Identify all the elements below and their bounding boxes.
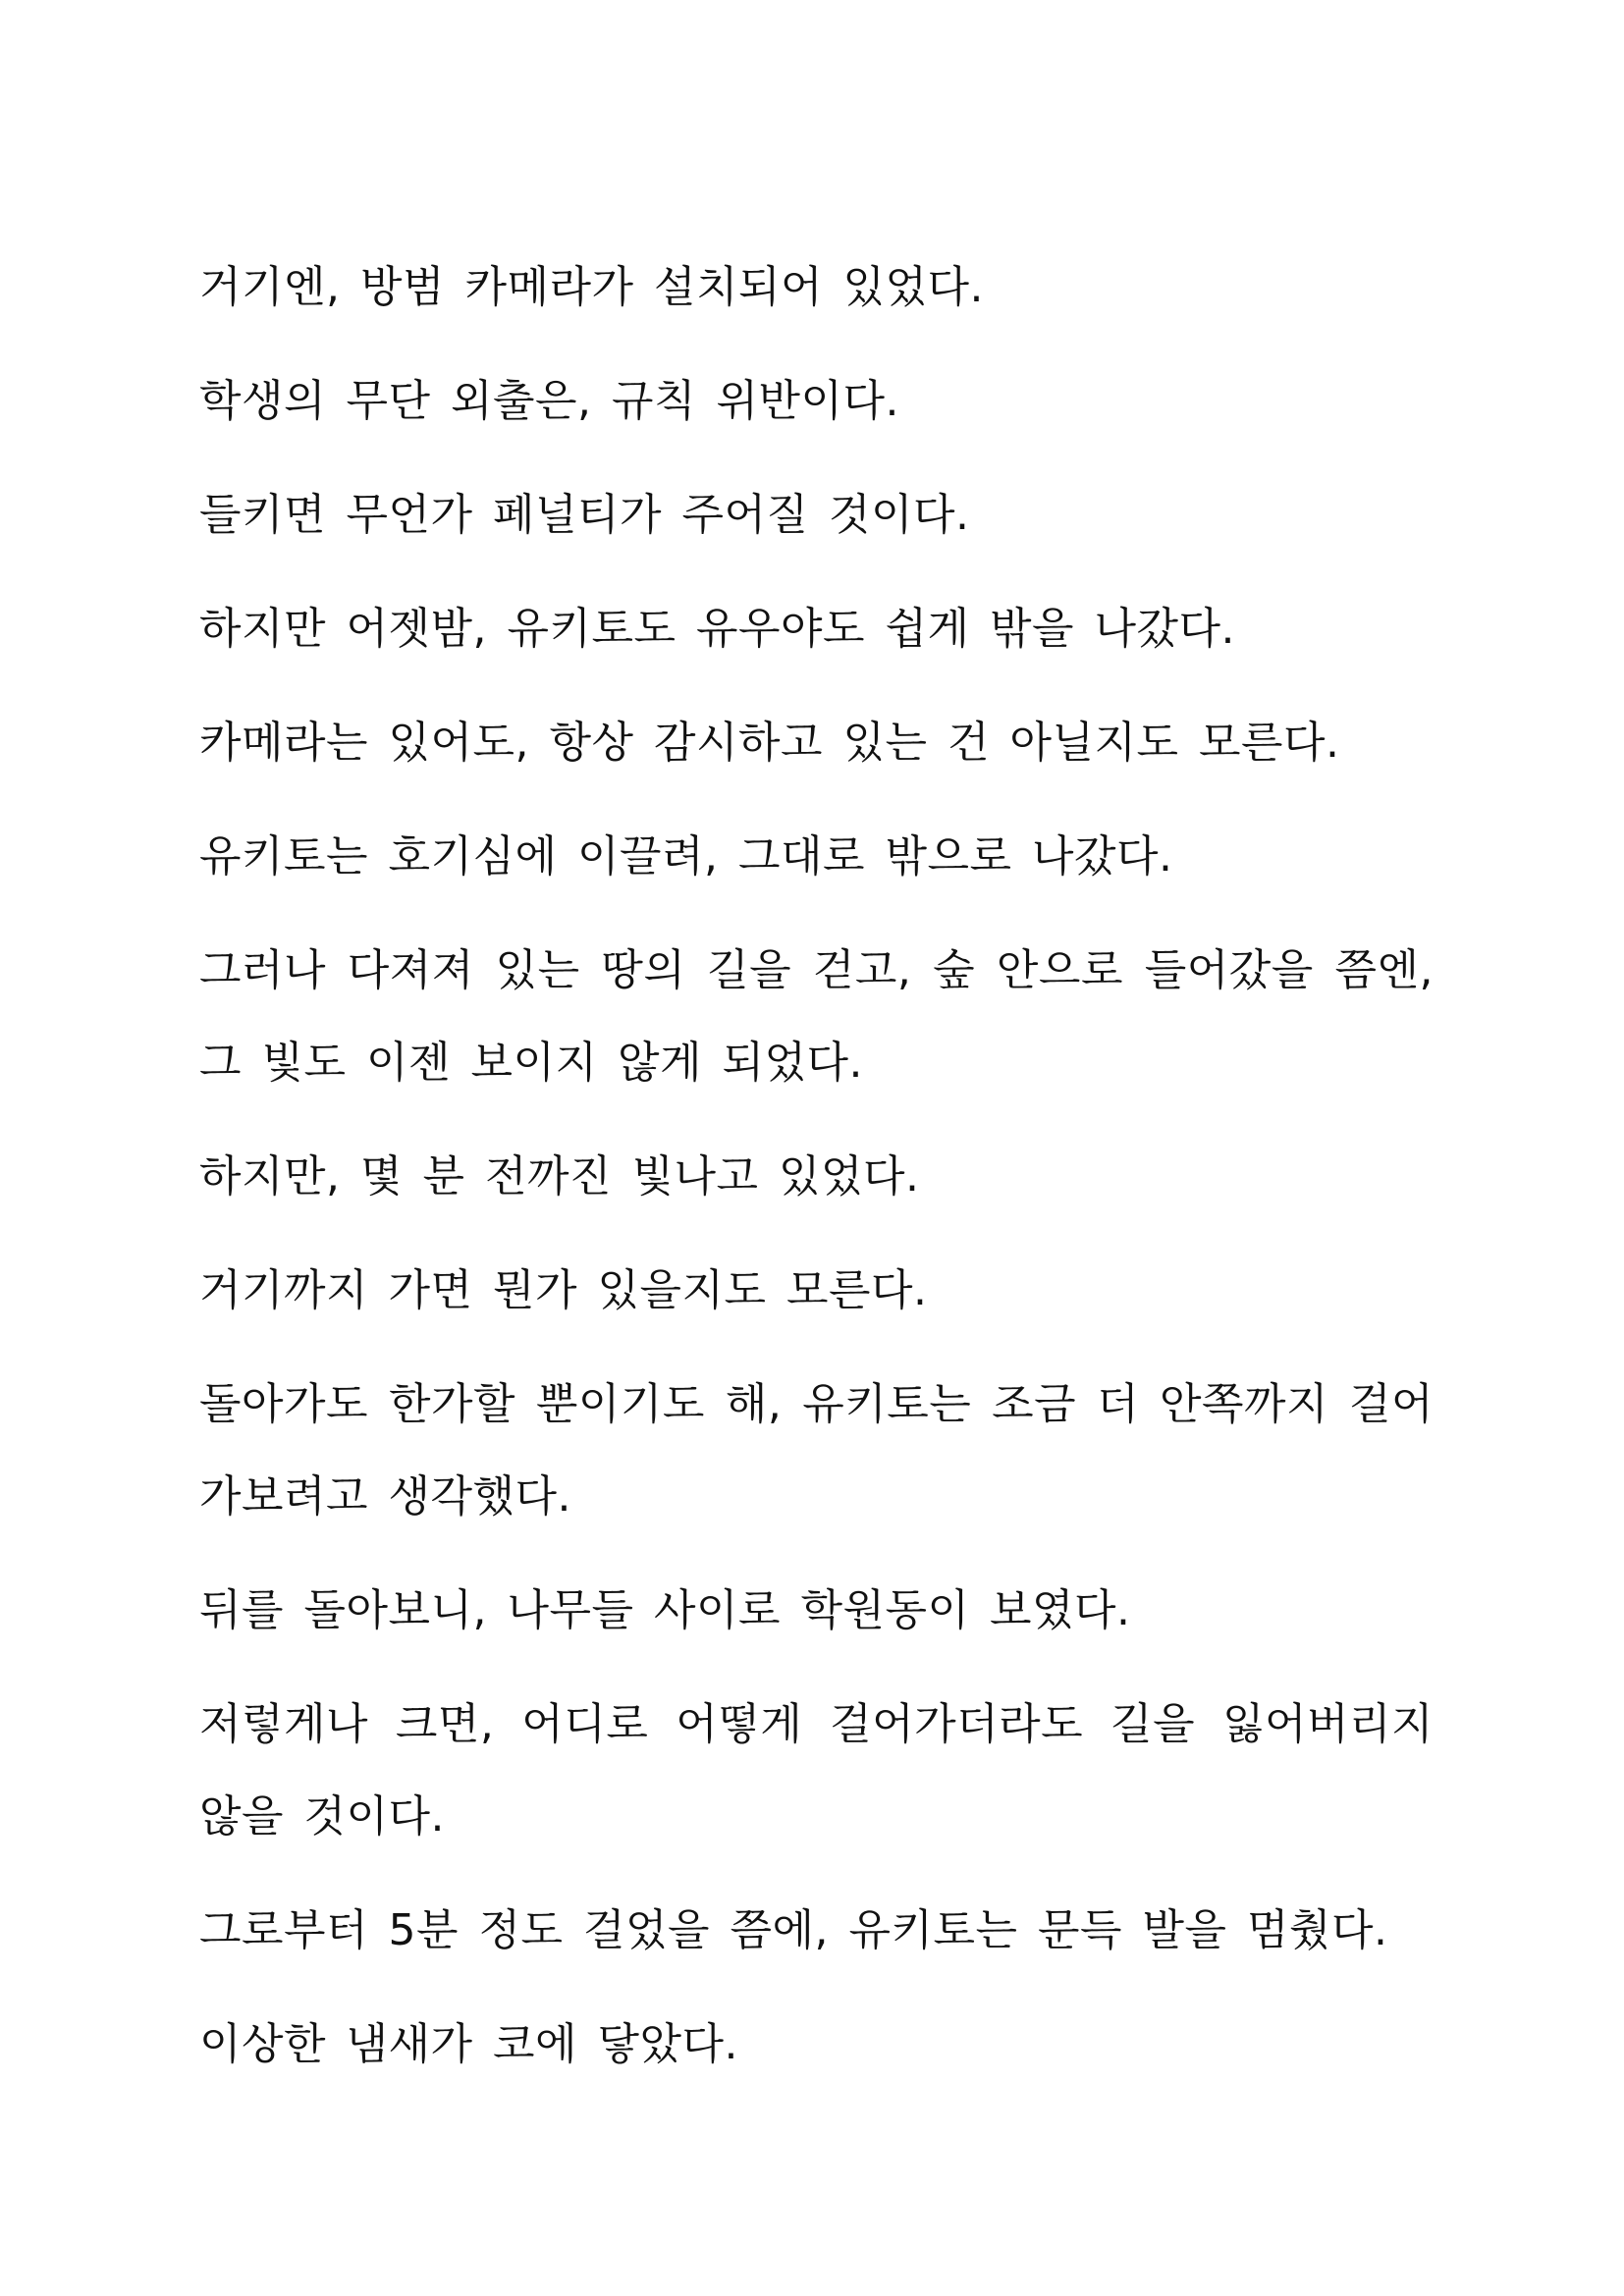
paragraph: 거기까지 가면 뭔가 있을지도 모른다. [199, 1265, 928, 1315]
paragraph: 하지만, 몇 분 전까진 빛나고 있었다. [199, 1151, 920, 1201]
body-text [199, 241, 1434, 2112]
paragraph: 학생의 무단 외출은, 규칙 위반이다. [199, 376, 899, 426]
paragraph: 그로부터 5분 정도 걸었을 쯤에, 유키토는 문득 발을 멈췄다. [199, 1905, 1388, 1955]
paragraph: 들키면 무언가 페널티가 주어질 것이다. [199, 490, 970, 540]
paragraph: 카메라는 있어도, 항상 감시하고 있는 건 아닐지도 모른다. [199, 718, 1340, 768]
paragraph: 이상한 냄새가 코에 닿았다. [199, 2019, 738, 2069]
paragraph: 돌아가도 한가할 뿐이기도 해, 유키토는 조금 더 안쪽까지 걸어가보려고 생각했다. [199, 1379, 1434, 1522]
paragraph: 저렇게나 크면, 어디로 어떻게 걸어가더라도 길을 잃어버리지 않을 것이다. [199, 1699, 1434, 1842]
paragraph: 뒤를 돌아보니, 나무들 사이로 학원동이 보였다. [199, 1585, 1131, 1635]
paragraph: 유키토는 호기심에 이끌려, 그대로 밖으로 나갔다. [199, 831, 1173, 881]
paragraph: 거기엔, 방범 카메라가 설치되어 있었다. [199, 262, 984, 312]
paragraph: 그러나 다져져 있는 땅의 길을 걷고, 숲 안으로 들어갔을 쯤엔, 그 빛도 이젠 보이지 않게 되었다. [199, 945, 1434, 1088]
paragraph: 하지만 어젯밤, 유키토도 유우야도 쉽게 밖을 나갔다. [199, 604, 1235, 654]
